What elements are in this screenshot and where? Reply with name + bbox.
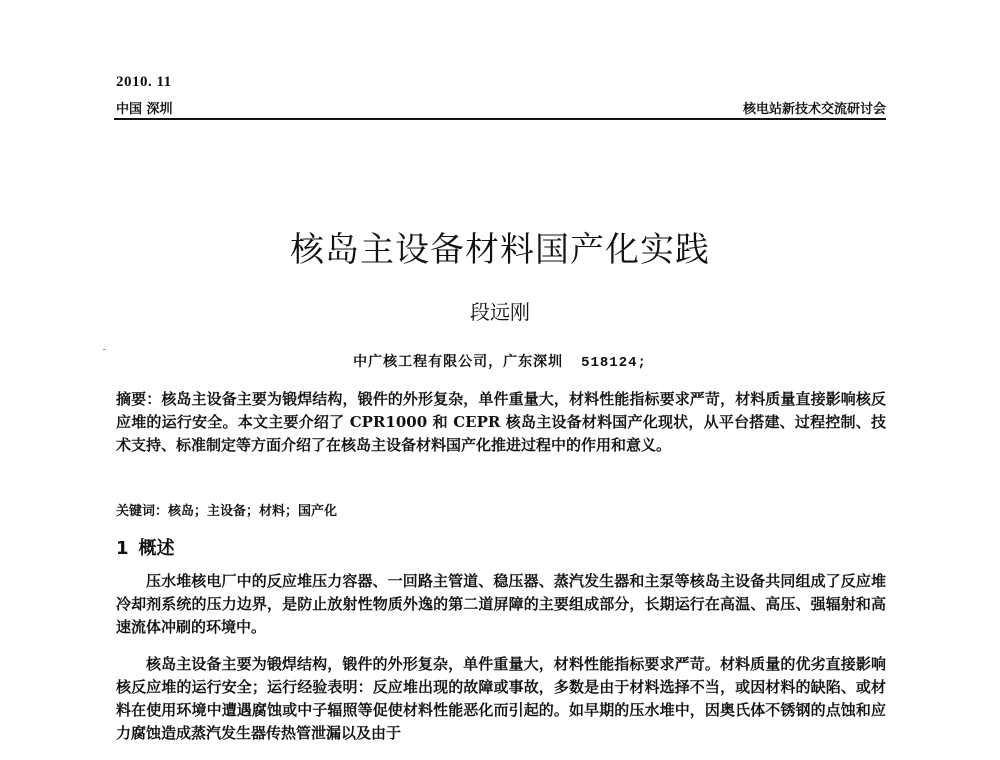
body-paragraph: 压水堆核电厂中的反应堆压力容器、一回路主管道、稳压器、蒸汽发生器和主泵等核岛主设备共同组成了反应堆冷却剂系统的压力边界，是防止放射性物质外逸的第二道屏障的主要组成部分，长期运行在高温、高压、强辐射和高速流体冲刷的环境中。 [116,572,886,636]
header-rule [114,118,886,120]
body-paragraph: 核岛主设备主要为锻焊结构，锻件的外形复杂，单件重量大，材料性能指标要求严苛。材料质量的优劣直接影响核反应堆的运行安全；运行经验表明：反应堆出现的故障或事故，多数是由于材料选择不当，或因材料的缺陷、或材料在使用环境中遭遇腐蚀或中子辐照等促使材料性能恶化而引起的。如早期的压水堆中，因奥氏体不锈钢的点蚀和应力腐蚀造成蒸汽发生器传热管泄漏以及由于 [116,655,886,742]
abstract-text: 核岛主设备主要为锻焊结构，锻件的外形复杂，单件重量大，材料性能指标要求严苛，材料质量直接影响核反应堆的运行安全。本文主要介绍了 CPR1000 和 CEPR 核岛主设备材料国产化现状，从平台搭建、过程控制、技术支持、标准制定等方面介绍了在核岛主设备材料国产化推进过程中的作用和意义。 [116,390,886,454]
abstract [116,388,886,457]
keywords-label: 关键词： [116,504,169,519]
keywords [116,500,886,519]
scan-speck [103,349,106,350]
abstract-label: 摘要： [116,390,162,408]
affiliation-postcode: 518124; [581,355,647,371]
paper-title: 核岛主设备材料国产化实践 [290,230,710,270]
header-conference: 核电站新技术交流研讨会 [742,102,886,117]
header-place: 中国 深圳 [116,102,173,117]
keywords-text: 核岛；主设备；材料；国产化 [168,504,338,519]
section-title: 概述 [138,538,175,559]
section-number: 1 [116,538,129,559]
affiliation-org: 中广核工程有限公司，广东深圳 [353,354,564,370]
header-date: 2010. 11 [116,74,172,90]
author-affiliation [0,351,1000,371]
section-heading [116,534,175,560]
paper-author: 段远刚 [470,300,530,324]
